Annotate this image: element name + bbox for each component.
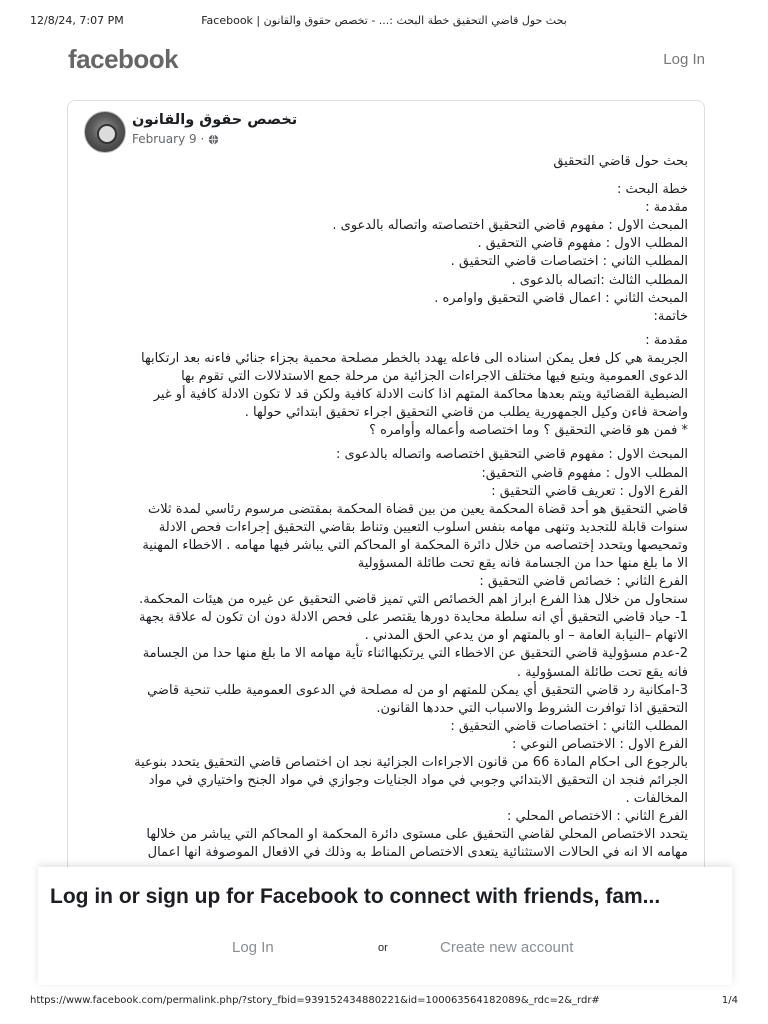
post-text-line: المطلب الثالث :اتصاله بالدعوى . <box>511 272 688 288</box>
print-url: https://www.facebook.com/permalink.php/?story_fbid=939152434880221&id=100063564182089&_rdc=2&_rdr# <box>30 995 600 1006</box>
post-text-line: الفرع الاول : تعريف قاضي التحقيق : <box>491 483 688 499</box>
post-text-line: مهامه الا انه في الحالات الاستثنائية يتعدى الاختصاص المناط به وذلك في الافعال الموصوفة انها اعمال <box>147 845 688 861</box>
post-paragraph <box>82 153 688 171</box>
post-text-line: المطلب الاول : مفهوم قاضي التحقيق: <box>481 465 688 481</box>
print-footer <box>0 995 768 1011</box>
post-text-line: بالرجوع الى احكام المادة 66 من قانون الاجراءات الجزائية نجد ان اختصاص قاضي التحقيق يتحدد بنوعية <box>134 755 688 770</box>
post-text-line: المبحث الاول : مفهوم قاضي التحقيق اختصاصته واتصاله بالدعوى . <box>332 218 688 234</box>
banner-title: Log in or sign up for Facebook to connect with friends, fam... <box>50 885 661 908</box>
post-text-line: الضبطية القضائية ويتم بعدها محاكمة المتهم اذا كانت الادلة كافية ولكن قد لا تكون الادلة كافية أو غير <box>153 387 688 403</box>
globe-icon <box>208 134 219 145</box>
banner-login-button[interactable]: Log In <box>232 939 274 956</box>
post-text-line: 1- حياد قاضي التحقيق أي انه سلطة محايدة دورها يقتصر على فحص الادلة دون ان تكون له علاقة بجهة <box>138 610 688 626</box>
post-text-line: واضحة فاءن وكيل الجمهورية يطلب من قاضي التحقيق اجراء تحقيق ابتدائي حولها . <box>244 405 688 421</box>
post-paragraph <box>82 181 688 326</box>
post-text-line: مقدمة : <box>645 332 688 348</box>
post-date[interactable]: February 9 · <box>132 132 205 146</box>
post-text-line: بحث حول قاضي التحقيق <box>553 154 688 169</box>
print-date: 12/8/24, 7:07 PM <box>30 14 124 27</box>
post-paragraph <box>82 332 688 441</box>
post-text-line: المبحث الثاني : اعمال قاضي التحقيق واوامره . <box>434 290 688 306</box>
post-header <box>84 111 684 155</box>
post-text-line: المطلب الثاني : اختصاصات قاضي التحقيق . <box>450 254 688 270</box>
top-bar <box>68 44 708 80</box>
post-text-line: خاتمة: <box>653 308 688 324</box>
post-text-line: سنوات قابلة للتجديد وتنهى مهامه بنفس اسلوب التعيين وتناط بقاضي التحقيق إجراءات فحص الادلة <box>158 519 688 535</box>
post-text-line: فانه يقع تحت طائلة المسؤولية . <box>516 664 688 680</box>
post-text-line: 2-عدم مسؤولية قاضي التحقيق عن الاخطاء التي يرتكبهااثناء تأية مهامه الا ما بلغ منها حدا من الجسامة <box>142 646 688 662</box>
create-account-button[interactable]: Create new account <box>440 939 574 956</box>
login-link[interactable]: Log In <box>663 51 705 68</box>
post-text-line: * فمن هو قاضي التحقيق ؟ وما اختصاصه وأعماله وأوامره ؟ <box>369 423 688 439</box>
post-text-line: سنحاول من خلال هذا الفرع ابراز اهم الخصائص التي تميز قاضي التحقيق عن غيره من هيئات المحكمة. <box>139 592 688 608</box>
post-text-line: الفرع الاول : الاختصاص النوعي : <box>512 736 688 752</box>
login-banner <box>38 867 732 985</box>
post-text-line: الدعوى العمومية ويتبع فيها مختلف الاجراءات الجزائية من مرحلة جمع الاستدلالات التي تقوم بها <box>181 369 688 385</box>
post-text-line: المبحث الاول : مفهوم قاضي التحقيق اختصاصه واتصاله بالدعوى : <box>336 447 688 463</box>
post-text-line: قاضي التحقيق هو أحد قضاة المحكمة يعين من بين قضاة المحكمة بمقتضى مرسوم رئاسي لمدة ثلاث <box>148 501 688 517</box>
post-paragraph <box>82 446 688 862</box>
post-body <box>82 153 688 869</box>
post-text-line: خطة البحث : <box>617 182 688 198</box>
avatar-emblem <box>97 124 117 144</box>
post-card <box>67 100 705 882</box>
banner-actions <box>38 937 732 961</box>
author-name[interactable]: تخصص حقوق والقانون <box>132 112 298 128</box>
post-text-line: الفرع الثاني : خصائص قاضي التحقيق : <box>479 574 688 590</box>
page-avatar[interactable] <box>84 111 126 153</box>
post-text-line: 3-امكانية رد قاضي التحقيق أي يمكن للمتهم او من له مصلحة في الدعوى العمومية طلب تنحية قاضي <box>147 682 688 698</box>
post-text-line: المطلب الاول : مفهوم قاضي التحقيق . <box>477 236 688 252</box>
post-text-line: المخالفات . <box>625 791 688 807</box>
post-text-line: الاتهام –النيابة العامة – او بالمتهم او من يدعي الحق المدني . <box>364 628 688 644</box>
post-text-line: يتحدد الاختصاص المحلي لقاضي التحقيق على مستوى دائرة المحكمة او المحاكم التي يباشر من خلالها <box>146 827 688 843</box>
post-text-line: الفرع الثاني : الاختصاص المحلي : <box>507 809 688 825</box>
post-text-line: مقدمة : <box>645 200 688 216</box>
print-header <box>0 14 768 30</box>
post-text-line: وتمحيصها ويتحدد إختصاصه من خلال دائرة المحكمة او المحاكم التي يباشر فيها مهامه . الاخطاء المهنية <box>142 537 688 553</box>
print-page-number: 1/4 <box>721 995 738 1006</box>
print-page-title: Facebook | بحث حول قاضي التحقيق خطة البحث :... - تخصص حقوق والقانون <box>201 14 567 27</box>
banner-or-text: or <box>378 942 388 954</box>
post-text-line: التحقيق اذا توافرت الشروط والاسباب التي حددها القانون. <box>376 700 688 716</box>
post-text-line: الا ما بلغ منها حدا من الجسامة فانه يقع تحت طائلة المسؤولية <box>357 555 688 571</box>
facebook-logo[interactable]: facebook <box>68 44 179 74</box>
post-text-line: الجريمة هي كل فعل يمكن اسناده الى فاعله يهدد بالخطر مصلحة محمية بجزاء جنائي فاءنه بعد ارتكابها <box>141 350 688 366</box>
post-text-line: المطلب الثاني : اختصاصات قاضي التحقيق : <box>450 718 688 734</box>
post-meta <box>132 132 219 146</box>
post-text-line: الجرائم فنجد ان التحقيق الابتدائي وجوبي في مواد الجنايات وجوازي في مواد الجنح واختياري في مواد <box>148 773 688 789</box>
